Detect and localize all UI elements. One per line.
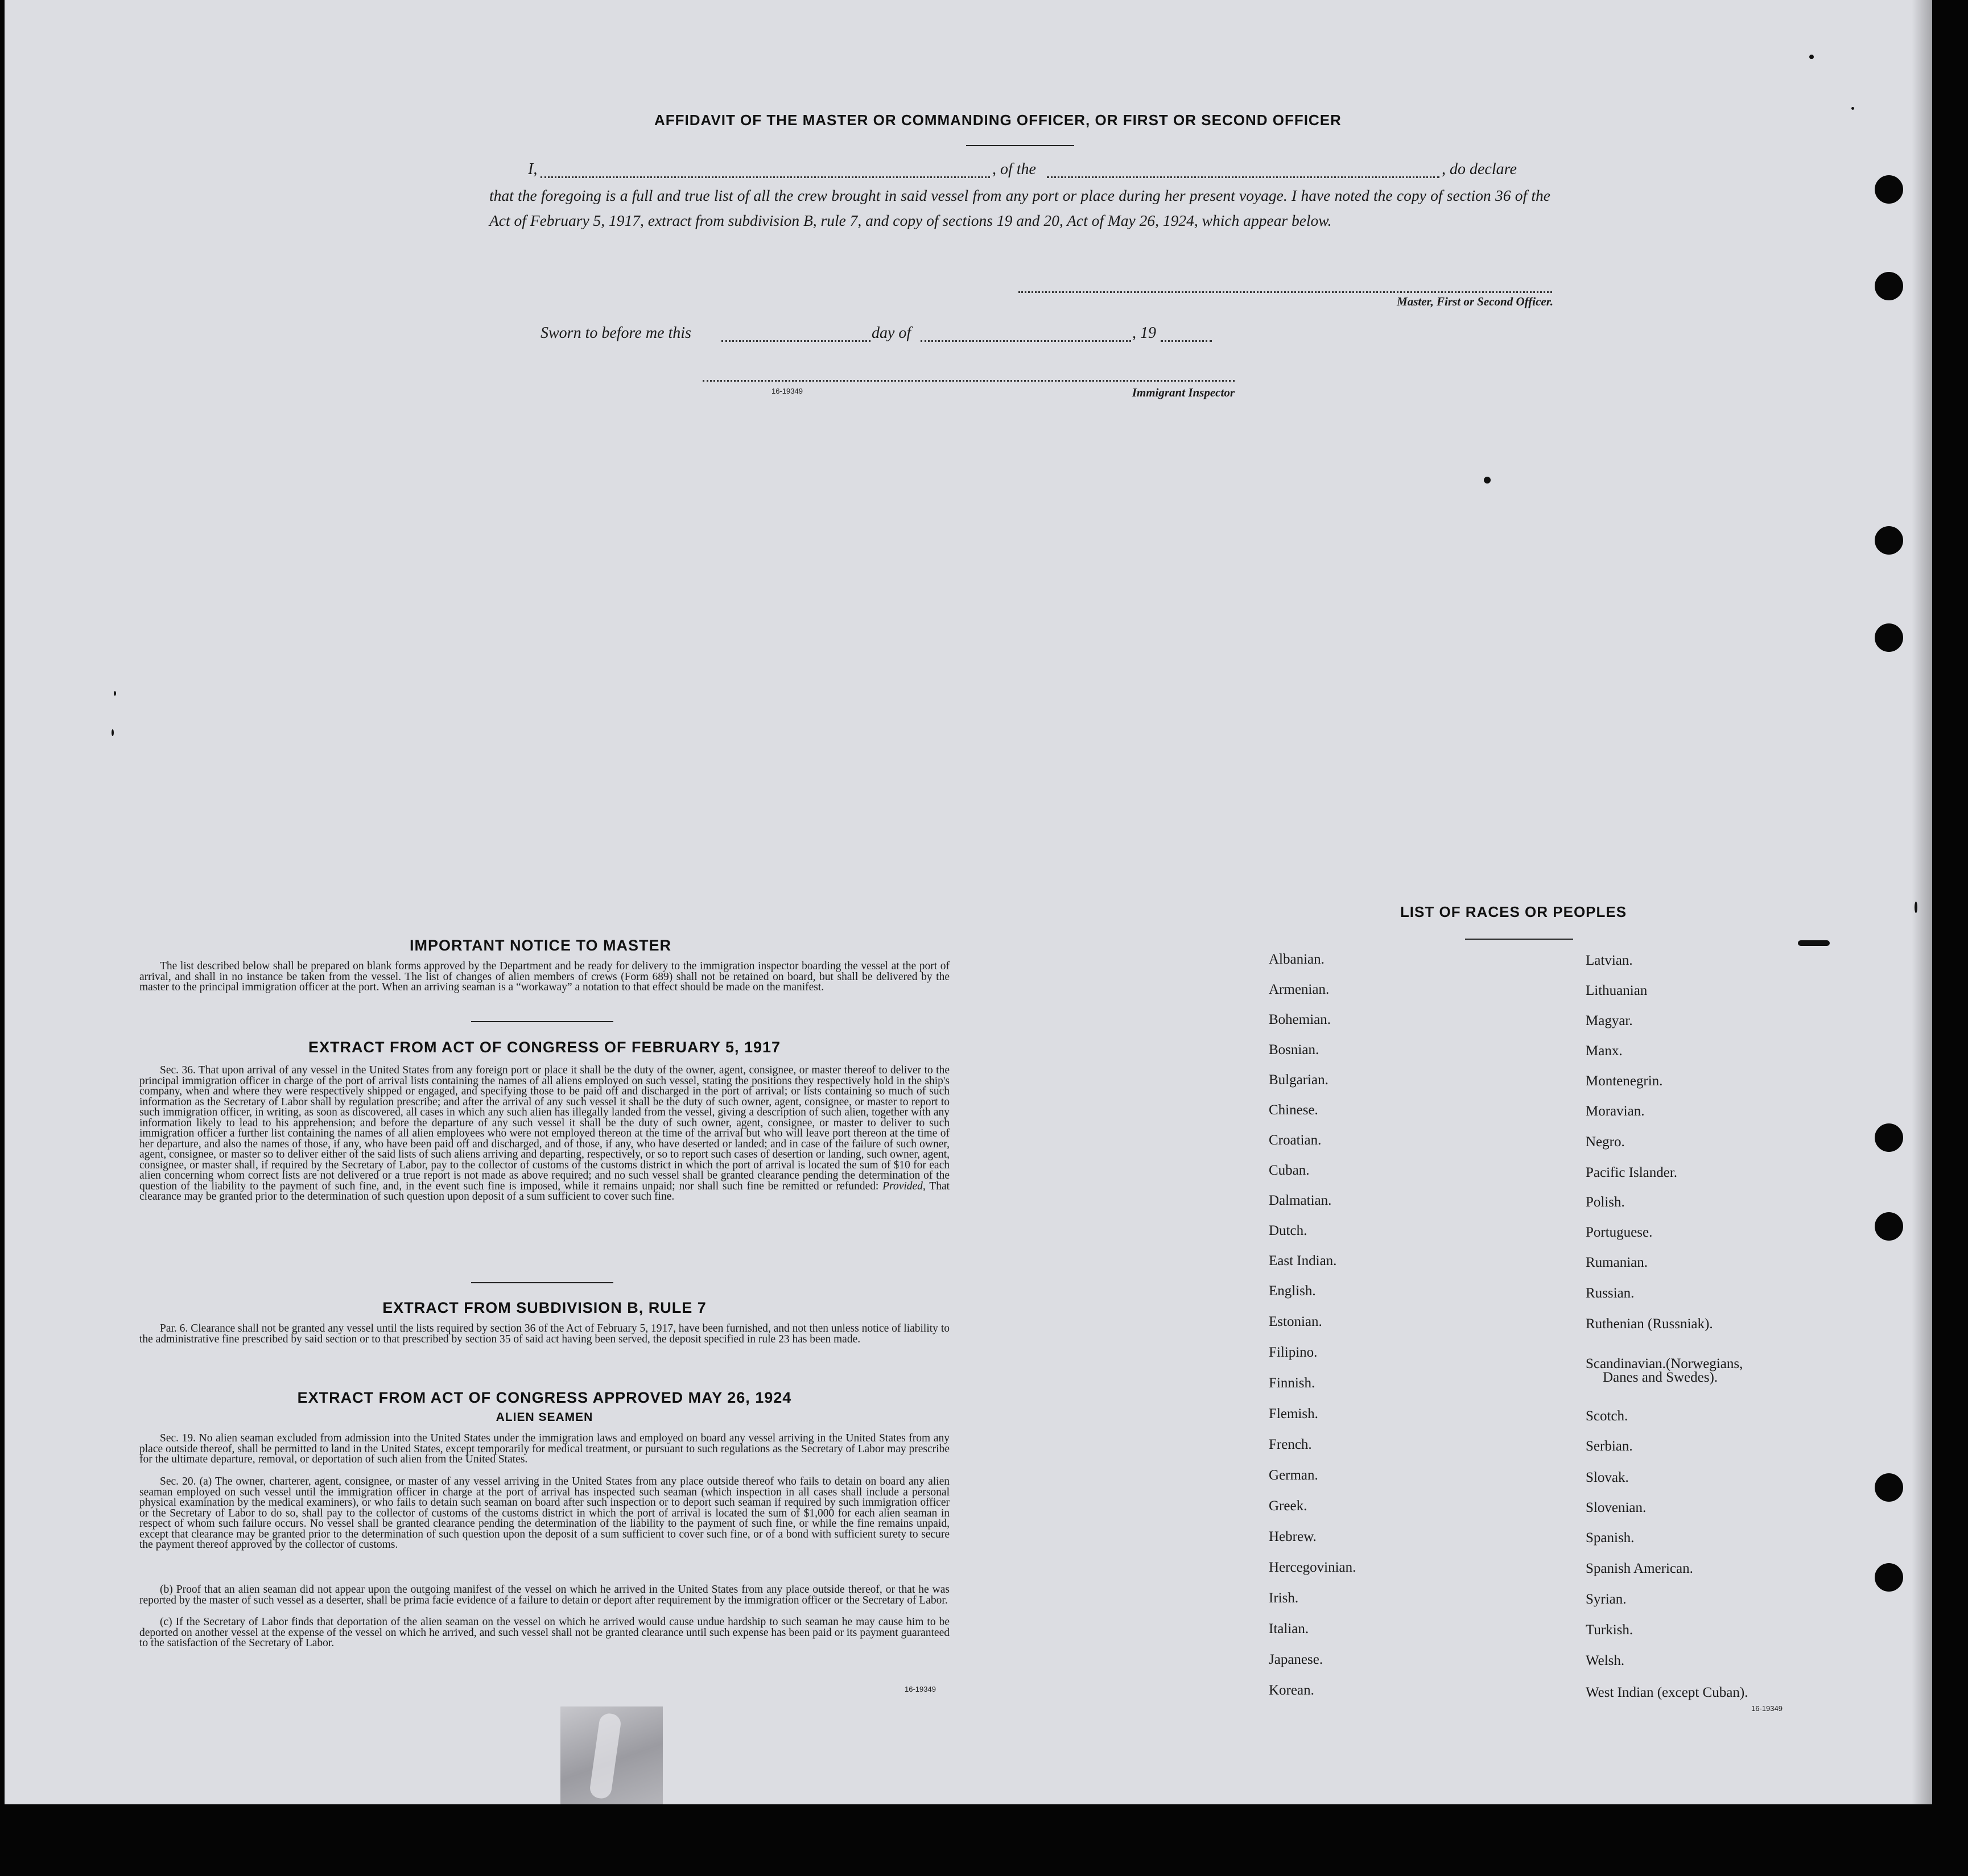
ink-speck (1851, 107, 1854, 110)
race-item: German. (1269, 1468, 1318, 1483)
act-1917-body (139, 1065, 950, 1203)
race-item: Montenegrin. (1586, 1073, 1663, 1089)
race-item: Korean. (1269, 1683, 1314, 1698)
archival-stamp (560, 1706, 663, 1804)
act-1924-sec20c: (c) If the Secretary of Labor finds that deportation of the alien seaman on the vessel on which he arrived would cause undue hardship to such seaman he may cause him to be deported on another vessel at the expense of the vessel on which he arrived, and such vessel shall not be granted clearance until such expense has been paid or its payment guaranteed to the satisfaction of the Secretary of Labor. (139, 1616, 950, 1649)
punch-hole (1875, 526, 1903, 555)
race-item: Serbian. (1586, 1439, 1633, 1454)
race-item: Syrian. (1586, 1592, 1627, 1607)
race-item: Negro. (1586, 1134, 1625, 1150)
races-form-number: 16-19349 (1751, 1704, 1783, 1713)
races-title: LIST OF RACES OR PEOPLES (1400, 903, 1627, 920)
affidavit-body: that the foregoing is a full and true list of all the crew brought in said vessel from any port or place during her present voyage. I have noted the copy of section 36 of the Act of February 5, 1917, extract from subdivision B, rule 7, and copy of sections 19 and 20, Act of May 26, 1924, which appear below. (489, 187, 1550, 229)
race-item: Dalmatian. (1269, 1193, 1332, 1208)
race-item: Cuban. (1269, 1163, 1310, 1178)
race-item: Latvian. (1586, 953, 1633, 968)
ink-speck (1915, 902, 1917, 913)
act-1917-text: Sec. 36. That upon arrival of any vessel in the United States from any foreign port or place it shall be the duty of the owner, agent, consignee, or master thereof to deliver to the principal immigration officer in charge of the port of arrival lists containing the names of all aliens employed on such vessel, stating the positions they respectively hold in the ship's company, when and where they were respectively shipped or engaged, and specifying those to be paid off and discharged in the port of arrival; or lists containing so much of such information as the Secretary of Labor shall by regulation prescribe; and after the arrival of any such vessel it shall be the duty of such owner, agent, consignee, or master to report to such immigration officer, in writing, as soon as discovered, all cases in which any such alien has illegally landed from the vessel, giving a description of such alien, together with any information likely to lead to his apprehension; and before the departure of any such vessel it shall be the duty of such owner, agent, consignee, or master to deliver to such immigration officer a further list containing the names of all alien employees who were not employed thereon at the time of the arrival but who will leave port thereon at the time of her departure, and also the names of those, if any, who have been paid off and discharged, and of those, if any, who have deserted or landed; and in case of the failure of such owner, agent, consignee, or master so to deliver either of the said lists of such aliens arriving and departing, respectively, or so to report such cases of desertion or landing, such owner, agent, consignee, or master shall, if required by the Secretary of Labor, pay to the collector of customs of the customs district in which the port of arrival is located the sum of $10 for each alien concerning whom correct lists are not delivered or a true report is not made as above required; and no such vessel shall be granted clearance pending the determination of the question of the liability to the payment of such fine, and, in the event such fine is imposed, while it remains unpaid; nor shall such fine be remitted or refunded: (139, 1064, 950, 1192)
ink-speck (1798, 940, 1830, 946)
race-item: Japanese. (1269, 1652, 1323, 1667)
rule7-title: EXTRACT FROM SUBDIVISION B, RULE 7 (382, 1299, 707, 1316)
master-signature-line[interactable] (1018, 291, 1552, 293)
race-item: Pacific Islander. (1586, 1165, 1678, 1180)
race-item: Armenian. (1269, 982, 1330, 997)
act-1917-proviso-italic: Provided, (882, 1180, 926, 1192)
race-item: Spanish American. (1586, 1561, 1693, 1576)
race-item: Estonian. (1269, 1314, 1322, 1329)
sworn-year-field[interactable] (1161, 340, 1212, 342)
inspector-signature-line[interactable] (703, 380, 1235, 382)
race-item: Lithuanian (1586, 983, 1648, 998)
race-item: Welsh. (1586, 1653, 1625, 1668)
rule7-body: Par. 6. Clearance shall not be granted any vessel until the lists required by section 36 of the Act of February 5, 1917, have been furnished, and not then unless notice of liability to the administrative fine prescribed by said section or to that prescribed by section 35 of said act having been served, the deposit specified in rule 23 has been made. (139, 1323, 950, 1345)
race-item: Danes and Swedes). (1603, 1370, 1718, 1385)
inspector-label: Immigrant Inspector (1132, 386, 1235, 399)
race-item: Albanian. (1269, 952, 1325, 967)
rule-1 (471, 1021, 613, 1022)
punch-hole (1875, 175, 1903, 204)
i-label: I, (528, 160, 538, 178)
rule-2 (471, 1282, 613, 1283)
race-item: Italian. (1269, 1621, 1309, 1637)
act-1924-subtitle: ALIEN SEAMEN (496, 1411, 593, 1424)
affidavit-title: AFFIDAVIT OF THE MASTER OR COMMANDING OFFICER, OR FIRST OR SECOND OFFICER (654, 111, 1342, 129)
of-the-label: , of the (992, 160, 1036, 178)
punch-hole (1875, 1212, 1903, 1241)
day-of-label: day of (872, 324, 911, 342)
ink-speck (114, 691, 116, 696)
race-item: Scandinavian.(Norwegians, (1586, 1356, 1743, 1371)
race-item: Bulgarian. (1269, 1072, 1328, 1088)
master-signature-label: Master, First or Second Officer. (1397, 295, 1553, 308)
race-item: Spanish. (1586, 1530, 1635, 1546)
race-item: Croatian. (1269, 1133, 1322, 1148)
race-item: Moravian. (1586, 1104, 1645, 1119)
punch-hole (1875, 1123, 1903, 1152)
race-item: Bohemian. (1269, 1012, 1331, 1027)
race-item: Magyar. (1586, 1013, 1633, 1028)
race-item: Irish. (1269, 1590, 1299, 1606)
races-title-rule (1465, 939, 1573, 940)
race-item: Turkish. (1586, 1622, 1633, 1638)
race-item: Filipino. (1269, 1345, 1318, 1360)
notice-title: IMPORTANT NOTICE TO MASTER (410, 937, 671, 954)
race-item: Hebrew. (1269, 1529, 1317, 1544)
race-item: Bosnian. (1269, 1042, 1319, 1057)
ink-speck (1809, 55, 1814, 59)
act-1924-title: EXTRACT FROM ACT OF CONGRESS APPROVED MAY 26, 1924 (297, 1389, 792, 1406)
race-item: Greek. (1269, 1498, 1307, 1514)
race-item: West Indian (except Cuban). (1586, 1685, 1748, 1700)
race-item: Rumanian. (1586, 1255, 1648, 1270)
race-item: Portuguese. (1586, 1225, 1653, 1240)
sworn-day-field[interactable] (721, 340, 870, 342)
act-1924-form-number: 16-19349 (905, 1685, 936, 1693)
race-item: Hercegovinian. (1269, 1560, 1356, 1575)
affidavit-title-rule (966, 145, 1074, 146)
name-field[interactable] (541, 176, 990, 178)
race-item: Manx. (1586, 1043, 1623, 1059)
stamp-mark (589, 1712, 622, 1800)
race-item: Dutch. (1269, 1223, 1307, 1238)
notice-body: The list described below shall be prepared on blank forms approved by the Department and be ready for delivery to the immigration inspector boarding the vessel at the port of arrival, and shall in no instance be taken from the vessel. The list of changes of alien members of crews (Form 689) shall not be retained on board, but shall be delivered by the master to the principal immigration officer at the port. When an arriving seaman is a “workaway” a notation to that effect should be made on the manifest. (139, 960, 950, 993)
race-item: Chinese. (1269, 1102, 1318, 1118)
ink-speck (1484, 477, 1491, 484)
act-1924-sec20b: (b) Proof that an alien seaman did not appear upon the outgoing manifest of the vessel on which he arrived in the United States from any place outside thereof, or that he was reported by the master of such vessel as a deserter, shall be prima facie evidence of a failure to detain or deport after requirement by the immigration officer or the Secretary of Labor. (139, 1584, 950, 1606)
vessel-field[interactable] (1047, 176, 1439, 178)
sworn-label: Sworn to before me this (541, 324, 691, 342)
do-declare-label: , do declare (1442, 160, 1517, 178)
race-item: Finnish. (1269, 1375, 1315, 1391)
ink-speck (112, 729, 114, 736)
race-item: English. (1269, 1283, 1316, 1299)
punch-hole (1875, 272, 1903, 300)
race-item: Slovenian. (1586, 1500, 1647, 1515)
race-item: Russian. (1586, 1286, 1635, 1301)
sworn-month-field[interactable] (921, 340, 1131, 342)
race-item: Polish. (1586, 1195, 1625, 1210)
act-1917-proviso-text: That clearance may be granted prior to the determination of such question upon deposit of a sum sufficient to cover such fine. (139, 1180, 950, 1203)
act-1917-title: EXTRACT FROM ACT OF CONGRESS OF FEBRUARY 5, 1917 (308, 1039, 781, 1056)
race-item: Scotch. (1586, 1408, 1628, 1424)
punch-hole (1875, 1563, 1903, 1592)
race-item: French. (1269, 1437, 1312, 1452)
punch-hole (1875, 1473, 1903, 1502)
affidavit-form-number: 16-19349 (771, 387, 803, 395)
race-item: Ruthenian (Russniak). (1586, 1316, 1713, 1332)
race-item: Flemish. (1269, 1406, 1318, 1422)
act-1924-sec19: Sec. 19. No alien seaman excluded from admission into the United States under the immigration laws and employed on board any vessel arriving in the United States from any place outside thereof, shall be permitted to land in the United States, except temporarily for medical treatment, or pursuant to such regulations as the Secretary of Labor may prescribe for the ultimate departure, removal, or deportation of such alien from the United States. (139, 1432, 950, 1465)
punch-hole (1875, 623, 1903, 652)
year-label: , 19 (1132, 324, 1156, 342)
race-item: Slovak. (1586, 1470, 1629, 1485)
act-1924-sec20a: Sec. 20. (a) The owner, charterer, agent, consignee, or master of any vessel arriving in the United States from any place outside thereof who fails to detain on board any alien seaman employed on such vessel until the immigration officer in charge at the port of arrival has inspected such seaman (which inspection in all cases shall include a personal physical examination by the medical examiners), or who fails to detain such seaman on board after such inspection or to deport such seaman if required by such immigration officer or the Secretary of Labor to do so, shall pay to the collector of customs of the customs district in which the port of arrival is located the sum of $1,000 for each alien seaman in respect of whom such failure occurs. No vessel shall be granted clearance pending the determination of the liability to the payment of such fine, or while the fine remains unpaid, except that clearance may be granted prior to the determination of such question upon the deposit of a sum sufficient to cover such fine, or of a bond with sufficient surety to secure the payment thereof approved by the collector of customs. (139, 1476, 950, 1551)
race-item: East Indian. (1269, 1253, 1337, 1268)
